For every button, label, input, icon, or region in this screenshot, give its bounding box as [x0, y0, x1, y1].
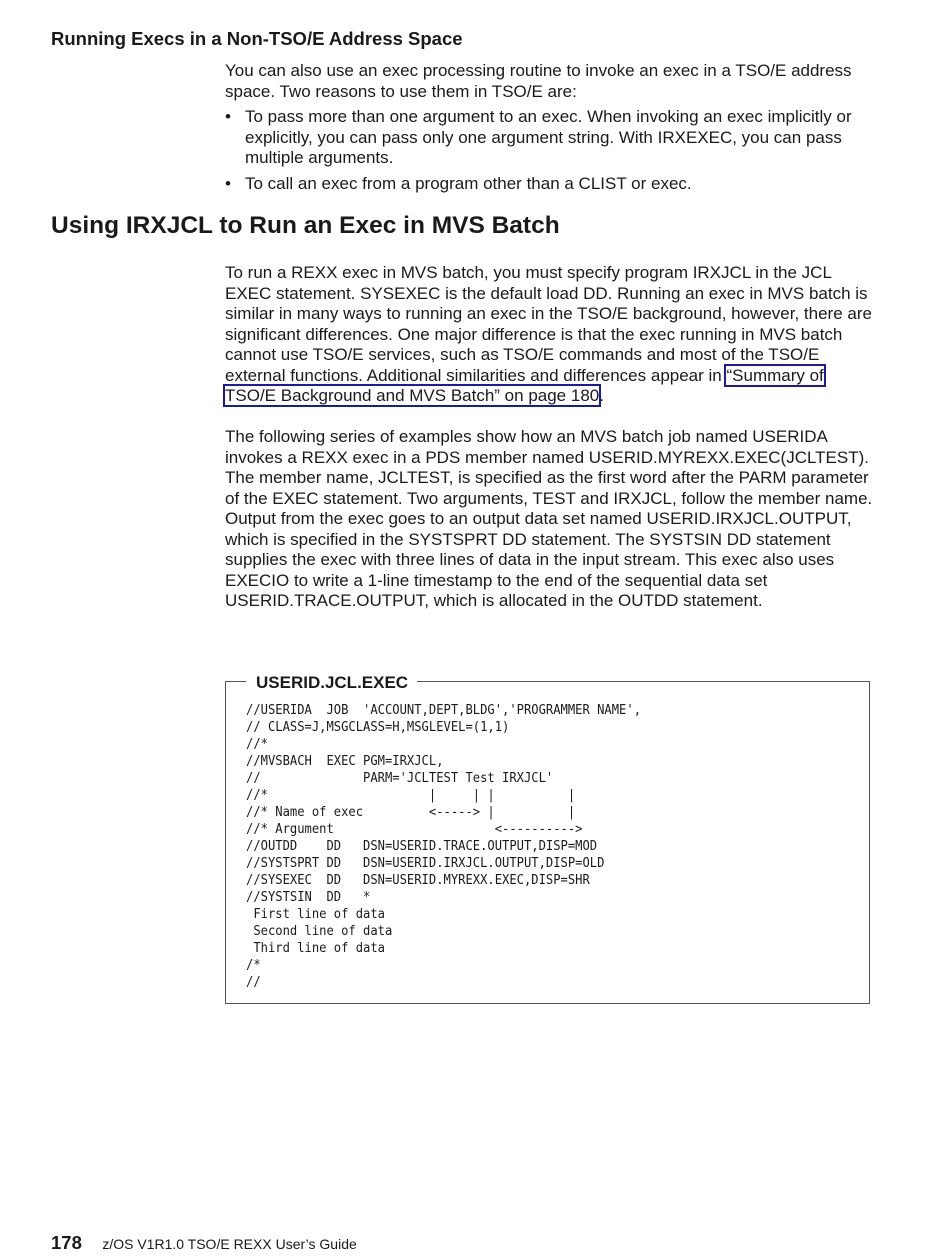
summary-crossref-link[interactable]: “Summary of TSO/E Background and MVS Batch” on page 180	[225, 365, 824, 405]
paragraph-text: The following series of examples show how an MVS batch job named USERIDA invokes a REXX exec in a PDS member named USERID.MYREXX.EXEC(JCLTEST). The member name, JCLTEST, is specified as the first word after the PARM parameter of the EXEC statement. Two arguments, TEST and IRXJCL, follow the member name. Output from the exec goes to an output data set named USERID.IRXJCL.OUTPUT, which is specified in the SYSTSPRT DD statement. The SYSTSIN DD statement supplies the exec with three lines of data in the input stream. This exec also uses EXECIO to write a 1-line timestamp to the end of the sequential data set USERID.TRACE.OUTPUT, which is allocated in the OUTDD statement.	[225, 427, 873, 610]
list-item	[225, 174, 875, 195]
intro-text: You can also use an exec processing routine to invoke an exec in a TSO/E address space. Two reasons to use them in TSO/E are:	[225, 61, 852, 101]
page-number: 178	[51, 1232, 82, 1253]
bullet-glyph: •	[225, 173, 231, 193]
list-item-text: To call an exec from a program other than a CLIST or exec.	[245, 173, 692, 193]
paragraph-example-description	[225, 427, 875, 612]
paragraph-body: To run a REXX exec in MVS batch, you must specify program IRXJCL in the JCL EXEC statement. SYSEXEC is the default load DD. Running an exec in MVS batch is similar in many ways to running an exec in the TSO/E background, however, there are significant differences. One major difference is that the exec running in MVS batch cannot use TSO/E services, such as TSO/E commands and most of the TSO/E external functions. Additional similarities and differences appear in	[225, 263, 872, 385]
bullet-glyph: •	[225, 107, 231, 126]
section-heading: Running Execs in a Non-TSO/E Address Space	[51, 28, 463, 49]
main-heading: Using IRXJCL to Run an Exec in MVS Batch	[51, 212, 560, 239]
paragraph-text	[225, 263, 875, 407]
figure-title: USERID.JCL.EXEC	[246, 673, 417, 693]
code-figure	[225, 673, 870, 1004]
paragraph-irxjcl-intro	[225, 263, 875, 407]
jcl-code-listing: //USERIDA JOB 'ACCOUNT,DEPT,BLDG','PROGRAMMER NAME', // CLASS=J,MSGCLASS=H,MSGLEVEL=(1,1) //* //MVSBACH EXEC PGM=IRXJCL, // PARM='JCLTEST Test IRXJCL' //* | | | | //* Name of exec <-----> | | //* Argument <----------> //OUTDD DD DSN=USERID.TRACE.OUTPUT,DISP=MOD //SYSTSPRT DD DSN=USERID.IRXJCL.OUTPUT,DISP=OLD //SYSEXEC DD DSN=USERID.MYREXX.EXEC,DISP=SHR //SYSTSIN DD * First line of data Second line of data Third line of data /* //	[246, 702, 642, 990]
reasons-list	[225, 107, 875, 199]
list-item-text: To pass more than one argument to an exec. When invoking an exec implicitly or explicitly, you can pass only one argument string. With IRXEXEC, you can pass multiple arguments.	[245, 107, 852, 167]
list-item	[225, 107, 875, 169]
document-title: z/OS V1R1.0 TSO/E REXX User’s Guide	[102, 1236, 357, 1252]
intro-paragraph	[225, 61, 875, 102]
paragraph-end: .	[599, 386, 604, 405]
page-footer	[51, 1232, 357, 1254]
